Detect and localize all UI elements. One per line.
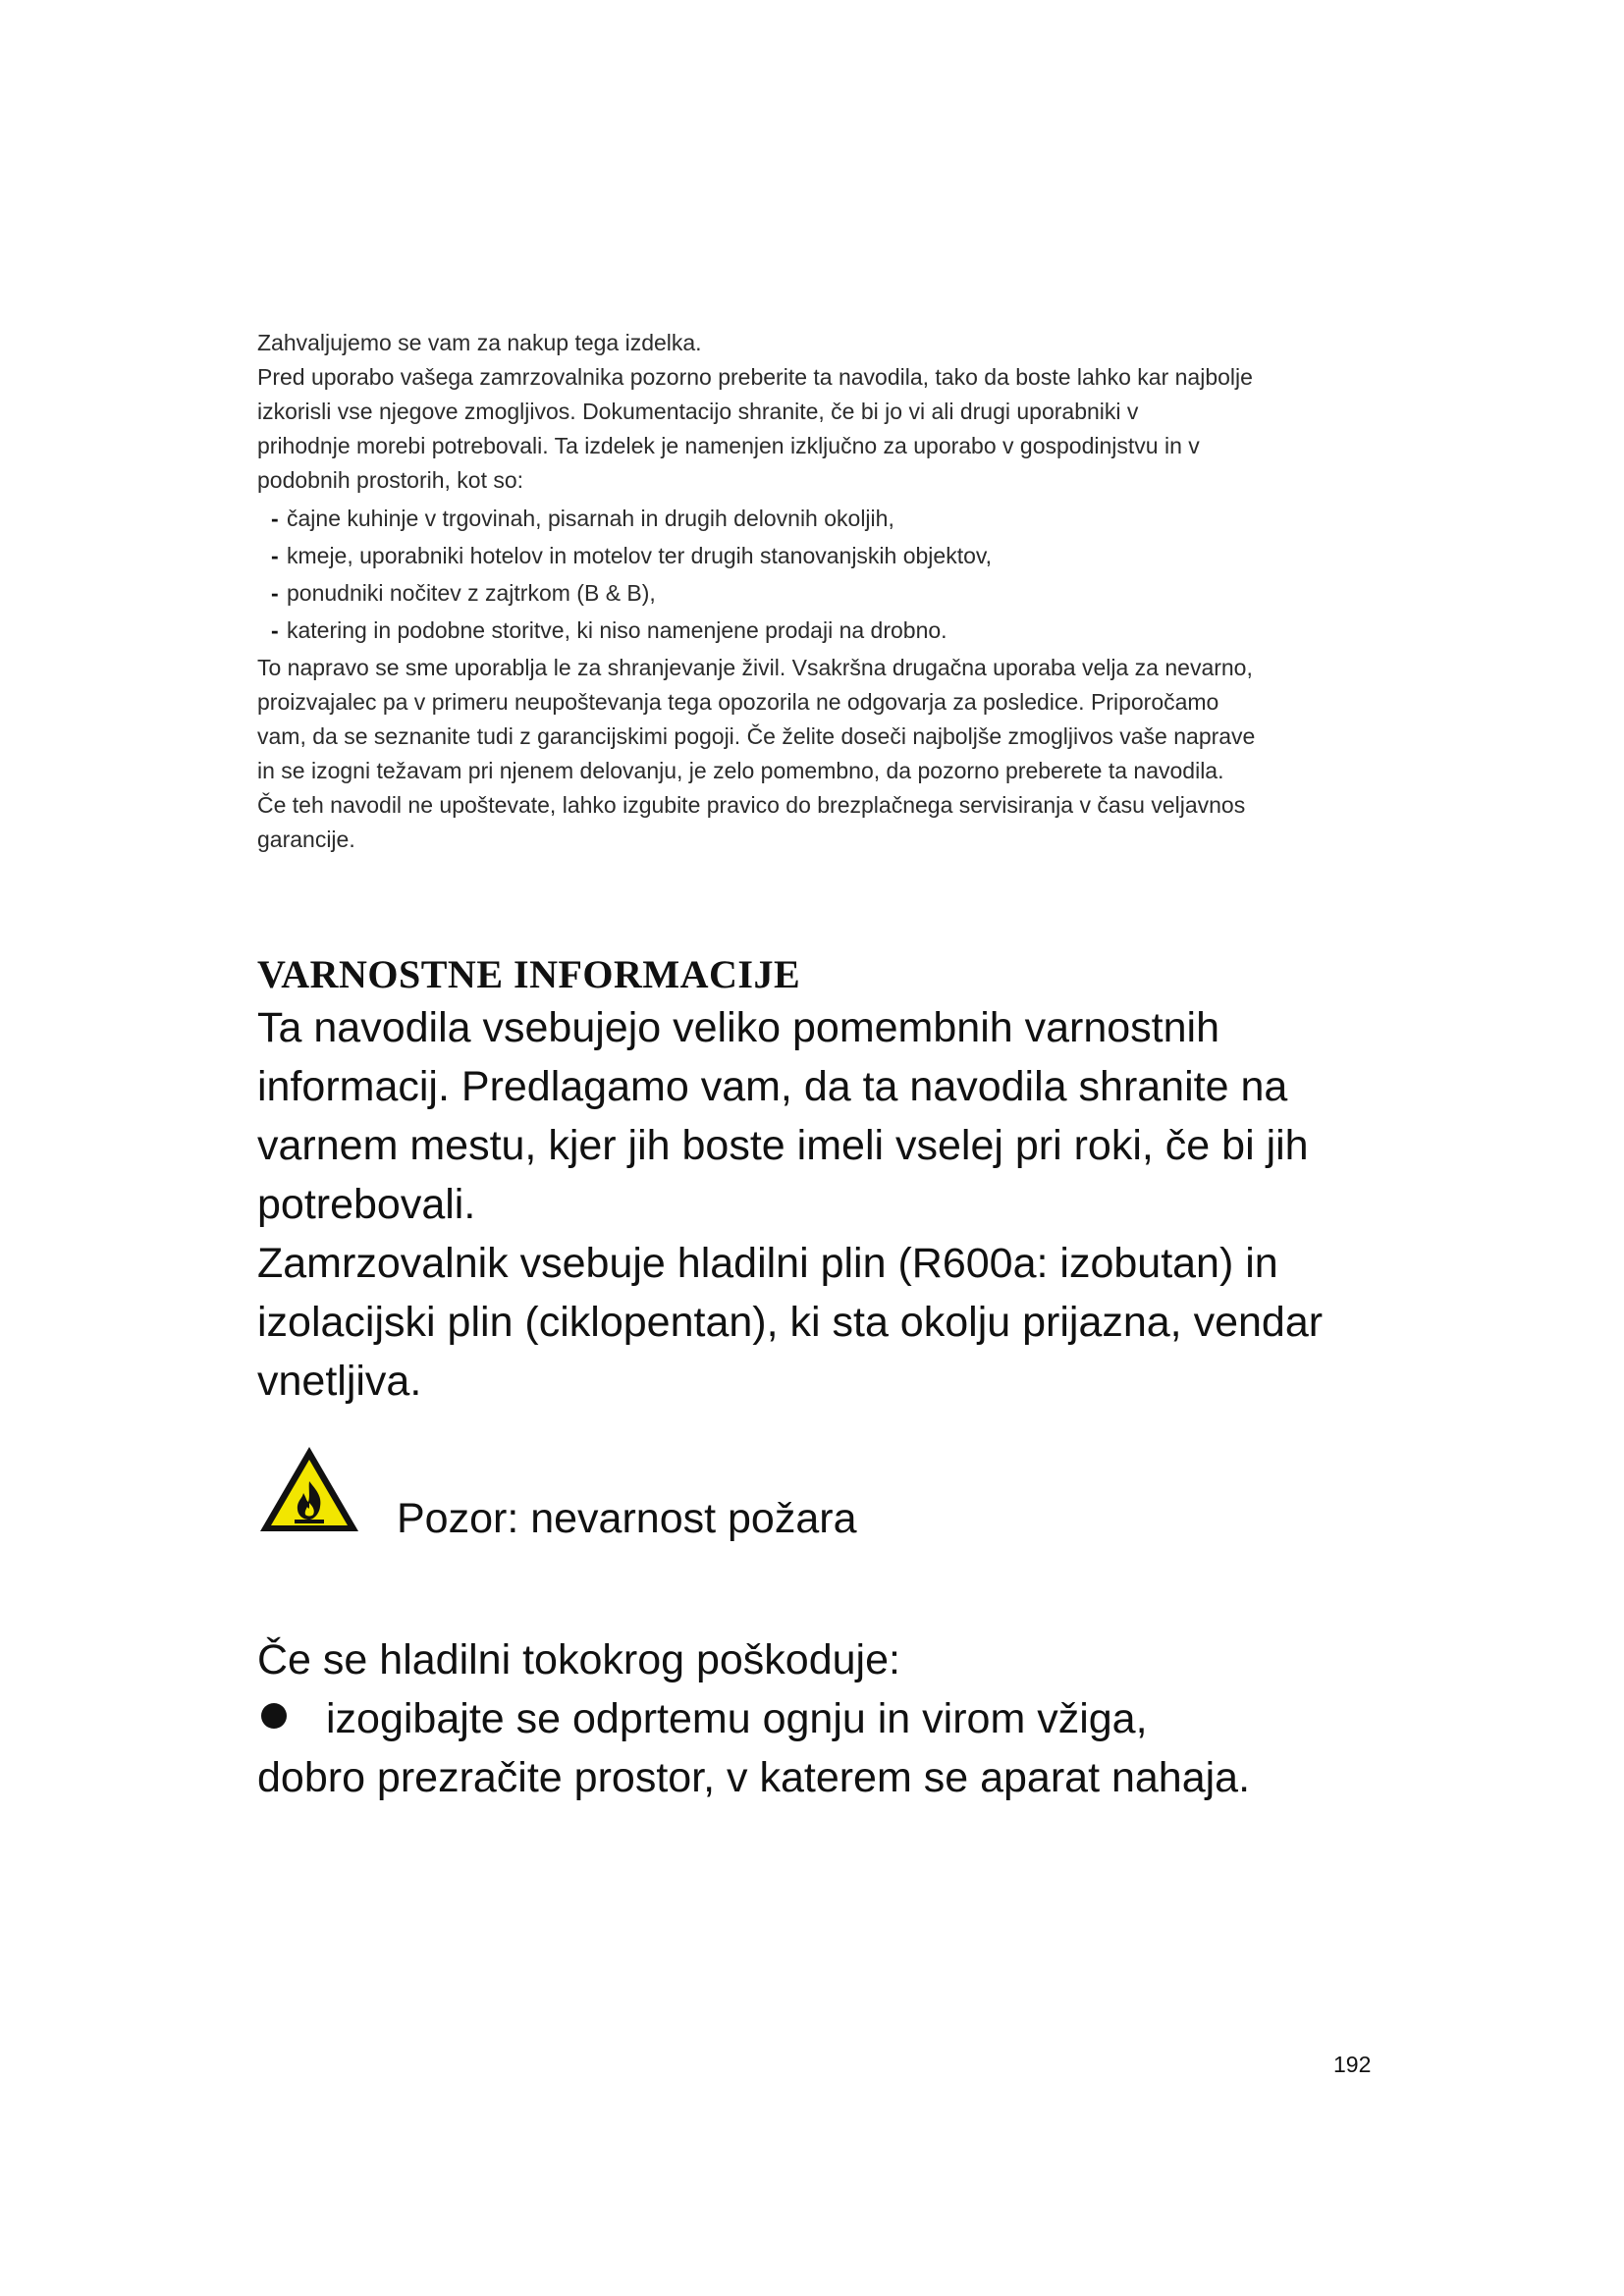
intro-line: To napravo se sme uporablja le za shranjevanje živil. Vsakršna drugačna uporaba velja za nevarno, xyxy=(257,655,1253,680)
list-item xyxy=(271,574,1386,612)
list-item xyxy=(271,537,1386,574)
warning-text: Pozor: nevarnost požara xyxy=(397,1495,857,1542)
circuit-bullet-text: izogibajte se odprtemu ognju in virom vžiga, xyxy=(326,1695,1148,1742)
intro-line: in se izogni težavam pri njenem delovanju, je zelo pomembno, da pozorno preberete ta navodila. xyxy=(257,758,1224,783)
circuit-damage-section xyxy=(257,1630,1386,1807)
safety-line: izolacijski plin (ciklopentan), ki sta okolju prijazna, vendar xyxy=(257,1299,1324,1346)
intro-line: Pred uporabo vašega zamrzovalnika pozorno preberite ta navodila, tako da boste lahko kar najbolje xyxy=(257,364,1253,390)
intro-line: prihodnje morebi potrebovali. Ta izdelek je namenjen izključno za uporabo v gospodinjstvu in v xyxy=(257,433,1200,458)
intro-line: podobnih prostorih, kot so: xyxy=(257,467,524,493)
intro-line: Če teh navodil ne upoštevate, lahko izgubite pravico do brezplačnega servisiranja v času veljavnos xyxy=(257,792,1246,818)
safety-line: Zamrzovalnik vsebuje hladilni plin (R600a: izobutan) in xyxy=(257,1240,1278,1287)
list-item-text: čajne kuhinje v trgovinah, pisarnah in drugih delovnih okoljih, xyxy=(287,506,894,531)
intro-line: proizvajalec pa v primeru neupoštevanja tega opozorila ne odgovarja za posledice. Priporočamo xyxy=(257,689,1219,715)
page-number: 192 xyxy=(1333,2052,1372,2077)
intro-line: vam, da se seznanite tudi z garancijskimi pogoji. Če želite doseči najboljše zmogljivos vaše naprave xyxy=(257,723,1256,749)
intro-line: Zahvaljujemo se vam za nakup tega izdelka. xyxy=(257,330,702,355)
circuit-tail: dobro prezračite prostor, v katerem se aparat nahaja. xyxy=(257,1754,1251,1801)
page-content xyxy=(257,326,1386,1807)
safety-line: potrebovali. xyxy=(257,1181,476,1228)
intro-line: garancije. xyxy=(257,827,355,852)
safety-line: vnetljiva. xyxy=(257,1358,422,1405)
intro-line: izkorisli vse njegove zmogljivos. Dokumentacijo shranite, če bi jo vi ali drugi uporabniki v xyxy=(257,399,1139,424)
bullet-icon xyxy=(261,1703,287,1729)
list-marker: - xyxy=(271,506,279,531)
intro-section xyxy=(257,326,1386,857)
safety-line: varnem mestu, kjer jih boste imeli vselej pri roki, če bi jih xyxy=(257,1122,1309,1169)
circuit-bullet xyxy=(257,1689,1386,1748)
list-marker: - xyxy=(271,617,279,643)
list-item xyxy=(271,612,1386,649)
list-item-text: katering in podobne storitve, ki niso namenjene prodaji na drobno. xyxy=(287,617,947,643)
section-title: VARNOSTNE INFORMACIJE xyxy=(257,952,801,996)
usage-list xyxy=(271,500,1386,649)
list-item xyxy=(271,500,1386,537)
list-item-text: ponudniki nočitev z zajtrkom (B & B), xyxy=(287,580,656,606)
list-marker: - xyxy=(271,580,279,606)
safety-paragraph xyxy=(257,998,1386,1411)
circuit-heading: Če se hladilni tokokrog poškoduje: xyxy=(257,1636,900,1683)
flammable-warning-icon xyxy=(257,1444,361,1534)
safety-line: informacij. Predlagamo vam, da ta navodila shranite na xyxy=(257,1063,1288,1110)
list-item-text: kmeje, uporabniki hotelov in motelov ter drugih stanovanjskih objektov, xyxy=(287,543,993,568)
safety-line: Ta navodila vsebujejo veliko pomembnih varnostnih xyxy=(257,1004,1220,1051)
fire-warning xyxy=(257,1426,1386,1542)
list-marker: - xyxy=(271,543,279,568)
